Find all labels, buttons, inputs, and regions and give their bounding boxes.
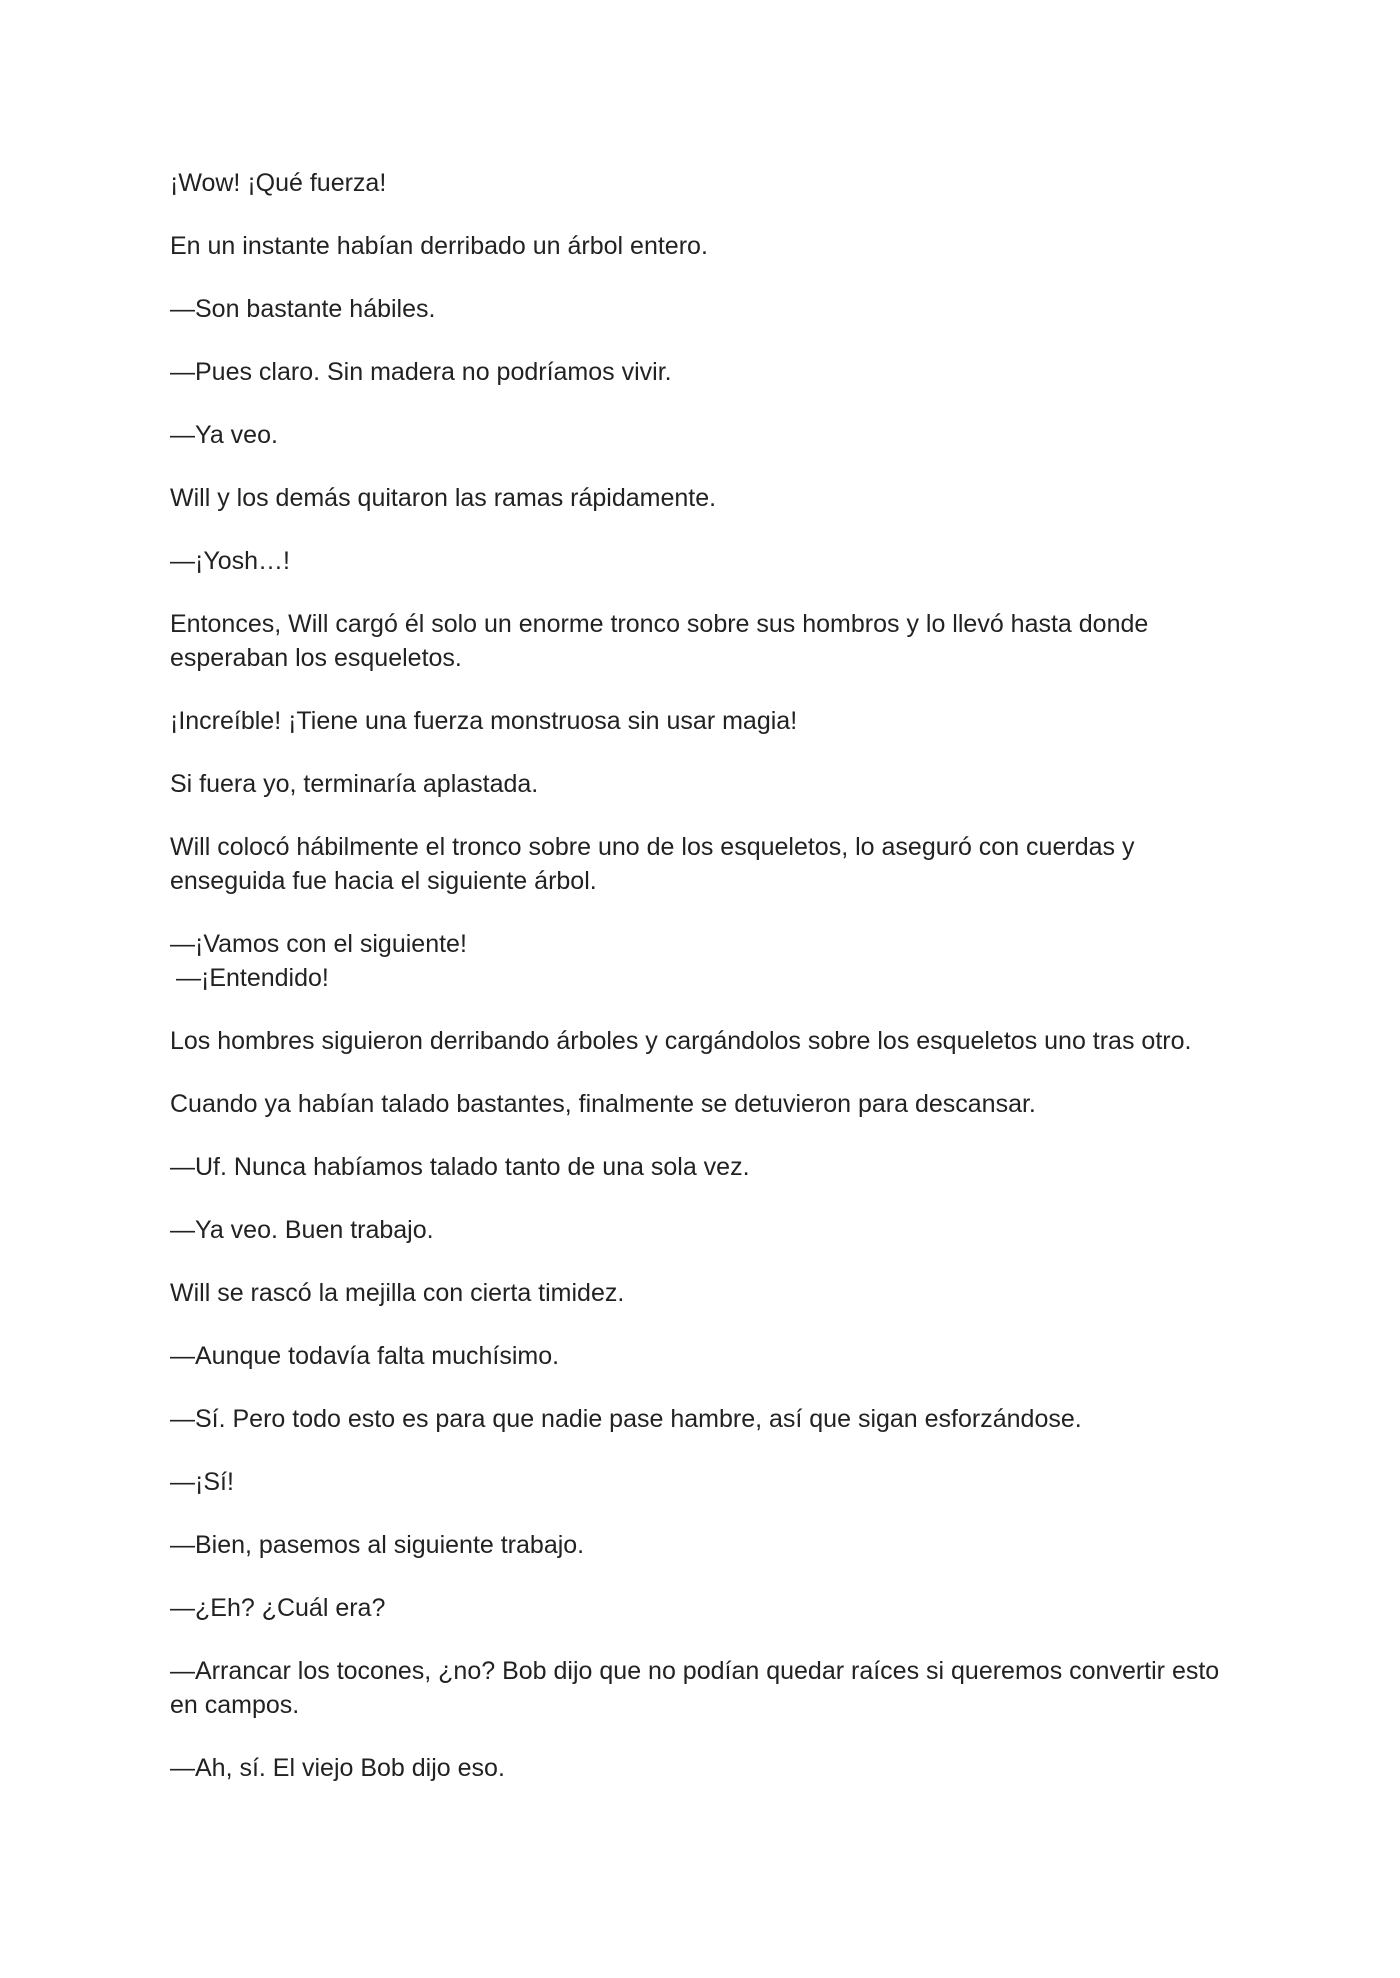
paragraph: Will y los demás quitaron las ramas rápidamente.	[170, 484, 717, 512]
document-page	[170, 166, 1250, 1814]
dialogue-line: —Bien, pasemos al siguiente trabajo.	[170, 1531, 585, 1559]
paragraph: ¡Increíble! ¡Tiene una fuerza monstruosa sin usar magia!	[170, 707, 798, 735]
dialogue-line: —Ya veo.	[170, 421, 278, 449]
paragraph: Will colocó hábilmente el tronco sobre uno de los esqueletos, lo aseguró con cuerdas y enseguida fue hacia el siguiente árbol.	[170, 833, 1135, 895]
dialogue-line: —Ya veo. Buen trabajo.	[170, 1216, 434, 1244]
dialogue-line: —Uf. Nunca habíamos talado tanto de una sola vez.	[170, 1153, 750, 1181]
paragraph: ¡Wow! ¡Qué fuerza!	[170, 169, 387, 197]
paragraph: Si fuera yo, terminaría aplastada.	[170, 770, 539, 798]
paragraph: Entonces, Will cargó él solo un enorme tronco sobre sus hombros y lo llevó hasta donde esperaban los esqueletos.	[170, 610, 1149, 672]
dialogue-line: —¡Sí!	[170, 1468, 234, 1496]
dialogue-line: —Arrancar los tocones, ¿no? Bob dijo que no podían quedar raíces si queremos convertir esto en campos.	[170, 1657, 1220, 1719]
dialogue-line: —Aunque todavía falta muchísimo.	[170, 1342, 560, 1370]
paragraph: Cuando ya habían talado bastantes, finalmente se detuvieron para descansar.	[170, 1090, 1036, 1118]
paragraph: Los hombres siguieron derribando árboles y cargándolos sobre los esqueletos uno tras otro.	[170, 1027, 1192, 1055]
dialogue-line: —Son bastante hábiles.	[170, 295, 436, 323]
dialogue-line: —¿Eh? ¿Cuál era?	[170, 1594, 386, 1622]
dialogue-line: —Ah, sí. El viejo Bob dijo eso.	[170, 1754, 505, 1782]
paragraph: Will se rascó la mejilla con cierta timidez.	[170, 1279, 625, 1307]
dialogue-line: —¡Vamos con el siguiente!	[170, 930, 467, 958]
dialogue-line: —¡Yosh…!	[170, 547, 290, 575]
dialogue-line: —Sí. Pero todo esto es para que nadie pase hambre, así que sigan esforzándose.	[170, 1405, 1082, 1433]
dialogue-line: —¡Entendido!	[176, 964, 329, 992]
dialogue-line: —Pues claro. Sin madera no podríamos vivir.	[170, 358, 672, 386]
paragraph: En un instante habían derribado un árbol entero.	[170, 232, 708, 260]
